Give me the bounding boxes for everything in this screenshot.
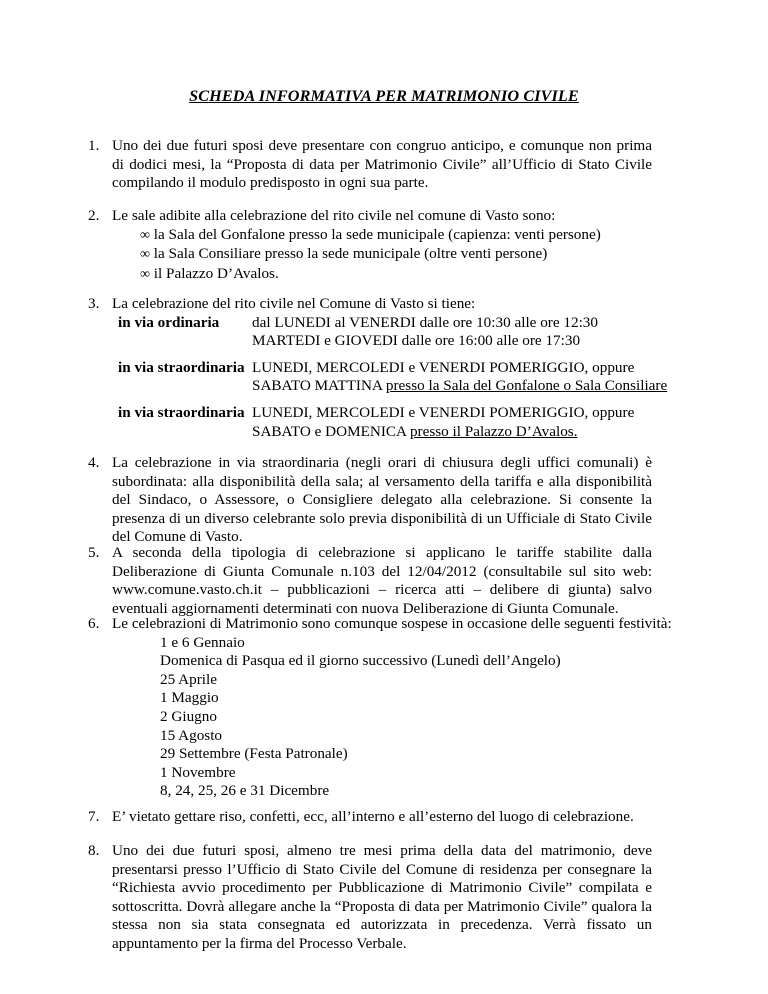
item-number: 8. [88,842,100,859]
page-title: SCHEDA INFORMATIVA PER MATRIMONIO CIVILE [189,87,579,105]
schedule-ordinary [112,314,652,351]
infinity-bullet-icon: ∞ [140,266,150,282]
item-text: E’ vietato gettare riso, confetti, ecc, all’interno e all’esterno del luogo di celebrazione. [112,808,634,825]
holiday-line: 1 Maggio [160,689,219,707]
infinity-bullet-icon: ∞ [140,247,150,263]
item-text: A seconda della tipologia di celebrazione si applicano le tariffe stabilite dalla Deliberazione di Giunta Comunale n.103 del 12/04/2012 (consultabile sul sito web: www.comune.vasto.ch.it – pubblicazioni – ricerca atti – delibere di giunta) salvo eventuali aggiornamenti determinati con nuova Deliberazione di Giunta Comunale. [112,544,652,617]
list-item-8 [88,842,652,954]
list-item-6 [88,615,672,801]
holiday-line: 2 Giugno [160,707,217,725]
item-text: La celebrazione del rito civile nel Comune di Vasto si tiene: [112,295,476,312]
item-number: 3. [88,295,100,312]
item-text: Le celebrazioni di Matrimonio sono comunque sospese in occasione delle seguenti festività: [112,615,672,632]
list-item-2 [88,207,652,284]
schedule-line: MARTEDI e GIOVEDI dalle ore 16:00 alle ore 17:30 [252,332,581,350]
schedule-extraordinary-1 [112,358,668,396]
holiday-line: 8, 24, 25, 26 e 31 Dicembre [160,782,330,800]
item-number: 5. [88,544,100,561]
infinity-bullet-icon: ∞ [140,227,150,243]
schedule-line: LUNEDI, MERCOLEDI e VENERDI POMERIGGIO, oppure [252,403,635,421]
list-item-1 [88,137,652,193]
item-text: Uno dei due futuri sposi, almeno tre mesi prima della data del matrimonio, deve presentarsi presso l’Ufficio di Stato Civile del Comune di residenza per consegnare la “Richiesta avvio procedimento per Pubblicazione di Matrimonio Civile” compilata e sottoscritta. Dovrà allegare anche la “Proposta di data per Matrimonio Civile” qualora la stessa non sia stata consegnata ed autorizzata in precedenza. Verrà fissato un appuntamento per la firma del Processo Verbale. [112,842,652,952]
list-item-5 [88,544,652,618]
schedule-line: SABATO e DOMENICA presso il Palazzo D’Avalos. [252,422,578,440]
item-number: 7. [88,808,100,825]
schedule-extraordinary-2 [112,404,652,441]
item-number: 2. [88,207,100,224]
schedule-label: in via straordinaria [118,358,245,376]
item-number: 4. [88,454,100,471]
item-text: Le sale adibite alla celebrazione del rito civile nel comune di Vasto sono: [112,207,556,224]
hall-bullet: ∞ la Sala Consiliare presso la sede municipale (oltre venti persone) [140,245,548,263]
schedule-line: LUNEDI, MERCOLEDI e VENERDI POMERIGGIO, oppure [252,358,635,376]
hall-bullet: ∞ il Palazzo D’Avalos. [140,264,279,282]
schedule-line: SABATO MATTINA presso la Sala del Gonfalone o Sala Consiliare [252,377,668,395]
holiday-line: 1 e 6 Gennaio [160,633,245,651]
holiday-line: 1 Novembre [160,763,236,781]
item-text: Uno dei due futuri sposi deve presentare con congruo anticipo, e comunque non prima di dodici mesi, la “Proposta di data per Matrimonio Civile” all’Ufficio di Stato Civile compilando il modulo predisposto in ogni sua parte. [112,137,652,192]
item-number: 6. [88,615,100,632]
list-item-3 [88,295,668,441]
list-item-4 [88,454,652,547]
holiday-line: 29 Settembre (Festa Patronale) [160,745,348,763]
holiday-line: Domenica di Pasqua ed il giorno successivo (Lunedì dell’Angelo) [160,652,561,670]
item-text: La celebrazione in via straordinaria (negli orari di chiusura degli uffici comunali) è subordinata: alla disponibilità della sala; al versamento della tariffa e alla disponibilità del Sindaco, o Assessore, o Consigliere delegato alla celebrazione. Si consente la presenza di un diverso celebrante solo previa disponibilità di un Ufficiale di Stato Civile del Comune di Vasto. [112,454,652,546]
item-number: 1. [88,137,100,154]
schedule-label: in via straordinaria [118,403,245,421]
schedule-label: in via ordinaria [118,313,220,331]
holiday-line: 15 Agosto [160,726,223,744]
holiday-line: 25 Aprile [160,670,217,688]
hall-bullet: ∞ la Sala del Gonfalone presso la sede municipale (capienza: venti persone) [140,225,601,243]
list-item-7 [88,808,652,827]
schedule-line: dal LUNEDI al VENERDI dalle ore 10:30 alle ore 12:30 [252,313,598,331]
